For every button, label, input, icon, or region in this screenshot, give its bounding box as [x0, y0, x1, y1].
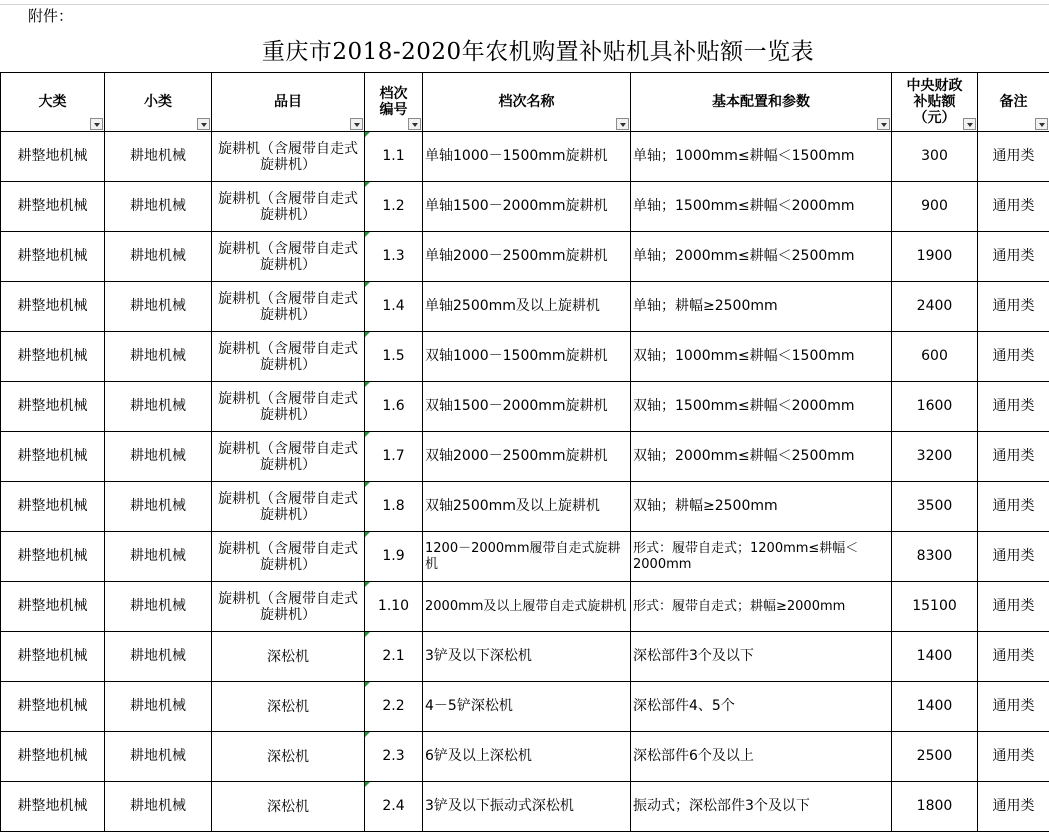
table-row — [1, 182, 1049, 232]
table-row — [1, 332, 1049, 382]
cell-item[interactable]: 深松机 — [212, 732, 365, 782]
cell-item[interactable]: 旋耕机（含履带自走式旋耕机） — [212, 382, 365, 432]
cell-item[interactable]: 旋耕机（含履带自走式旋耕机） — [212, 232, 365, 282]
cell-config[interactable]: 单轴；耕幅≥2500mm — [631, 282, 892, 332]
header-note-label: 备注 — [1000, 94, 1028, 110]
number-as-text-indicator — [365, 732, 370, 737]
cell-subcategory[interactable]: 耕地机械 — [105, 132, 212, 182]
table-row — [1, 132, 1049, 182]
cell-subsidy[interactable]: 15100 — [892, 582, 978, 632]
number-as-text-indicator — [365, 432, 370, 437]
header-subcategory-label: 小类 — [144, 94, 172, 110]
filter-dropdown-icon[interactable] — [1035, 118, 1048, 130]
number-as-text-indicator — [365, 482, 370, 487]
cell-config[interactable]: 单轴；1000mm≤耕幅＜1500mm — [631, 132, 892, 182]
cell-category[interactable]: 耕整地机械 — [1, 582, 105, 632]
grade-no-value: 1.2 — [382, 198, 404, 214]
table-row — [1, 432, 1049, 482]
sheet-top-border — [0, 0, 1049, 5]
cell-subcategory[interactable]: 耕地机械 — [105, 632, 212, 682]
number-as-text-indicator — [365, 382, 370, 387]
number-as-text-indicator — [365, 332, 370, 337]
cell-item[interactable]: 旋耕机（含履带自走式旋耕机） — [212, 482, 365, 532]
cell-grade-name[interactable]: 单轴1500－2000mm旋耕机 — [423, 182, 631, 232]
header-note — [978, 73, 1049, 132]
cell-subcategory[interactable]: 耕地机械 — [105, 232, 212, 282]
header-grade-no-line1: 档次 — [365, 86, 422, 102]
grade-no-value: 2.4 — [382, 798, 404, 814]
grade-no-value: 1.6 — [382, 398, 404, 414]
cell-subsidy[interactable]: 1900 — [892, 232, 978, 282]
cell-subcategory[interactable]: 耕地机械 — [105, 432, 212, 482]
cell-item[interactable]: 深松机 — [212, 782, 365, 832]
cell-subcategory[interactable]: 耕地机械 — [105, 482, 212, 532]
cell-subcategory[interactable]: 耕地机械 — [105, 732, 212, 782]
cell-category[interactable]: 耕整地机械 — [1, 782, 105, 832]
page-title: 重庆市2018-2020年农机购置补贴机具补贴额一览表 — [0, 33, 1049, 66]
cell-note[interactable]: 通用类 — [978, 432, 1049, 482]
table-row — [1, 232, 1049, 282]
header-subsidy-line2: 补贴额 — [892, 94, 977, 110]
cell-grade-name[interactable]: 6铲及以上深松机 — [423, 732, 631, 782]
cell-grade-no[interactable] — [365, 432, 423, 482]
cell-config[interactable]: 形式：履带自走式；1200mm≤耕幅＜2000mm — [631, 532, 892, 582]
cell-note[interactable]: 通用类 — [978, 532, 1049, 582]
cell-subsidy[interactable]: 2400 — [892, 282, 978, 332]
cell-note[interactable]: 通用类 — [978, 632, 1049, 682]
grade-no-value: 1.3 — [382, 248, 404, 264]
header-subcategory — [105, 73, 212, 132]
cell-item[interactable]: 旋耕机（含履带自走式旋耕机） — [212, 282, 365, 332]
cell-category[interactable]: 耕整地机械 — [1, 382, 105, 432]
grade-no-value: 1.1 — [382, 148, 404, 164]
cell-config[interactable]: 单轴；1500mm≤耕幅＜2000mm — [631, 182, 892, 232]
number-as-text-indicator — [365, 782, 370, 787]
filter-dropdown-icon[interactable] — [408, 118, 421, 130]
table-row — [1, 532, 1049, 582]
header-category — [1, 73, 105, 132]
cell-category[interactable]: 耕整地机械 — [1, 282, 105, 332]
cell-subsidy[interactable]: 1800 — [892, 782, 978, 832]
attachment-label: 附件： — [28, 5, 73, 26]
header-category-label: 大类 — [39, 94, 67, 110]
cell-config[interactable]: 双轴；1000mm≤耕幅＜1500mm — [631, 332, 892, 382]
cell-config[interactable]: 深松部件4、5个 — [631, 682, 892, 732]
cell-subsidy[interactable]: 1400 — [892, 682, 978, 732]
number-as-text-indicator — [365, 132, 370, 137]
cell-grade-no[interactable] — [365, 782, 423, 832]
cell-category[interactable]: 耕整地机械 — [1, 532, 105, 582]
header-grade-name — [423, 73, 631, 132]
cell-grade-name[interactable]: 2000mm及以上履带自走式旋耕机 — [423, 582, 631, 632]
header-item — [212, 73, 365, 132]
filter-dropdown-icon[interactable] — [350, 118, 363, 130]
cell-item[interactable]: 旋耕机（含履带自走式旋耕机） — [212, 182, 365, 232]
cell-category[interactable]: 耕整地机械 — [1, 182, 105, 232]
cell-item[interactable]: 旋耕机（含履带自走式旋耕机） — [212, 132, 365, 182]
grade-no-value: 1.8 — [382, 498, 404, 514]
cell-category[interactable]: 耕整地机械 — [1, 732, 105, 782]
filter-dropdown-icon[interactable] — [616, 118, 629, 130]
subsidy-table — [0, 72, 1049, 832]
cell-config[interactable]: 双轴；耕幅≥2500mm — [631, 482, 892, 532]
header-row — [1, 73, 1049, 132]
header-config-label: 基本配置和参数 — [712, 94, 810, 110]
cell-subsidy[interactable]: 3200 — [892, 432, 978, 482]
cell-grade-no[interactable] — [365, 132, 423, 182]
table-row — [1, 632, 1049, 682]
cell-grade-no[interactable] — [365, 332, 423, 382]
filter-dropdown-icon[interactable] — [877, 118, 890, 130]
cell-note[interactable]: 通用类 — [978, 682, 1049, 732]
cell-category[interactable]: 耕整地机械 — [1, 232, 105, 282]
cell-subsidy[interactable]: 1600 — [892, 382, 978, 432]
table-row — [1, 732, 1049, 782]
header-grade-no-line2: 编号 — [365, 102, 422, 118]
cell-grade-name[interactable]: 双轴2000－2500mm旋耕机 — [423, 432, 631, 482]
cell-category[interactable]: 耕整地机械 — [1, 432, 105, 482]
cell-note[interactable]: 通用类 — [978, 782, 1049, 832]
cell-grade-name[interactable]: 单轴2000－2500mm旋耕机 — [423, 232, 631, 282]
number-as-text-indicator — [365, 682, 370, 687]
cell-grade-no[interactable] — [365, 482, 423, 532]
cell-item[interactable]: 旋耕机（含履带自走式旋耕机） — [212, 332, 365, 382]
number-as-text-indicator — [365, 582, 370, 587]
cell-grade-name[interactable]: 双轴1000－1500mm旋耕机 — [423, 332, 631, 382]
cell-grade-no[interactable] — [365, 232, 423, 282]
cell-subsidy[interactable]: 600 — [892, 332, 978, 382]
header-grade-name-label: 档次名称 — [499, 94, 555, 110]
cell-item[interactable]: 深松机 — [212, 682, 365, 732]
cell-grade-name[interactable]: 3铲及以下振动式深松机 — [423, 782, 631, 832]
cell-grade-name[interactable]: 双轴1500－2000mm旋耕机 — [423, 382, 631, 432]
cell-subcategory[interactable]: 耕地机械 — [105, 582, 212, 632]
table-row — [1, 682, 1049, 732]
cell-note[interactable]: 通用类 — [978, 182, 1049, 232]
cell-config[interactable]: 单轴；2000mm≤耕幅＜2500mm — [631, 232, 892, 282]
grade-no-value: 1.5 — [382, 348, 404, 364]
cell-config[interactable]: 形式：履带自走式；耕幅≥2000mm — [631, 582, 892, 632]
cell-grade-no[interactable] — [365, 382, 423, 432]
cell-grade-name[interactable]: 单轴1000－1500mm旋耕机 — [423, 132, 631, 182]
table-row — [1, 482, 1049, 532]
filter-dropdown-icon[interactable] — [197, 118, 210, 130]
cell-subcategory[interactable]: 耕地机械 — [105, 382, 212, 432]
cell-config[interactable]: 双轴；2000mm≤耕幅＜2500mm — [631, 432, 892, 482]
cell-note[interactable]: 通用类 — [978, 282, 1049, 332]
header-subsidy-line3: （元） — [892, 110, 977, 126]
cell-note[interactable]: 通用类 — [978, 132, 1049, 182]
cell-config[interactable]: 深松部件6个及以上 — [631, 732, 892, 782]
cell-grade-name[interactable]: 单轴2500mm及以上旋耕机 — [423, 282, 631, 332]
table-row — [1, 282, 1049, 332]
cell-item[interactable]: 旋耕机（含履带自走式旋耕机） — [212, 582, 365, 632]
cell-subsidy[interactable]: 2500 — [892, 732, 978, 782]
cell-subsidy[interactable]: 900 — [892, 182, 978, 232]
cell-subsidy[interactable]: 8300 — [892, 532, 978, 582]
cell-category[interactable]: 耕整地机械 — [1, 132, 105, 182]
cell-note[interactable]: 通用类 — [978, 382, 1049, 432]
header-config — [631, 73, 892, 132]
cell-category[interactable]: 耕整地机械 — [1, 332, 105, 382]
cell-grade-name[interactable]: 3铲及以下深松机 — [423, 632, 631, 682]
grade-no-value: 1.7 — [382, 448, 404, 464]
cell-subcategory[interactable]: 耕地机械 — [105, 182, 212, 232]
filter-dropdown-icon[interactable] — [90, 118, 103, 130]
cell-note[interactable]: 通用类 — [978, 582, 1049, 632]
header-subsidy — [892, 73, 978, 132]
cell-grade-no[interactable] — [365, 732, 423, 782]
cell-item[interactable]: 旋耕机（含履带自走式旋耕机） — [212, 532, 365, 582]
filter-dropdown-icon[interactable] — [963, 118, 976, 130]
header-grade-no — [365, 73, 423, 132]
cell-note[interactable]: 通用类 — [978, 732, 1049, 782]
table-row — [1, 582, 1049, 632]
cell-subcategory[interactable]: 耕地机械 — [105, 682, 212, 732]
grade-no-value: 2.3 — [382, 748, 404, 764]
cell-grade-no[interactable] — [365, 682, 423, 732]
cell-item[interactable]: 旋耕机（含履带自走式旋耕机） — [212, 432, 365, 482]
cell-config[interactable]: 振动式；深松部件3个及以下 — [631, 782, 892, 832]
table-row — [1, 382, 1049, 432]
cell-category[interactable]: 耕整地机械 — [1, 682, 105, 732]
cell-subsidy[interactable]: 1400 — [892, 632, 978, 682]
cell-grade-no[interactable] — [365, 632, 423, 682]
cell-subcategory[interactable]: 耕地机械 — [105, 532, 212, 582]
cell-grade-name[interactable]: 双轴2500mm及以上旋耕机 — [423, 482, 631, 532]
cell-grade-no[interactable] — [365, 532, 423, 582]
cell-config[interactable]: 双轴；1500mm≤耕幅＜2000mm — [631, 382, 892, 432]
cell-note[interactable]: 通用类 — [978, 232, 1049, 282]
cell-category[interactable]: 耕整地机械 — [1, 482, 105, 532]
cell-subcategory[interactable]: 耕地机械 — [105, 332, 212, 382]
number-as-text-indicator — [365, 182, 370, 187]
number-as-text-indicator — [365, 282, 370, 287]
cell-config[interactable]: 深松部件3个及以下 — [631, 632, 892, 682]
cell-note[interactable]: 通用类 — [978, 332, 1049, 382]
number-as-text-indicator — [365, 632, 370, 637]
cell-subsidy[interactable]: 3500 — [892, 482, 978, 532]
grade-no-value: 1.4 — [382, 298, 404, 314]
cell-grade-name[interactable]: 1200－2000mm履带自走式旋耕机 — [423, 532, 631, 582]
cell-subsidy[interactable]: 300 — [892, 132, 978, 182]
cell-category[interactable]: 耕整地机械 — [1, 632, 105, 682]
cell-subcategory[interactable]: 耕地机械 — [105, 282, 212, 332]
cell-subcategory[interactable]: 耕地机械 — [105, 782, 212, 832]
number-as-text-indicator — [365, 532, 370, 537]
grade-no-value: 2.1 — [382, 648, 404, 664]
cell-grade-no[interactable] — [365, 582, 423, 632]
cell-grade-name[interactable]: 4－5铲深松机 — [423, 682, 631, 732]
cell-grade-no[interactable] — [365, 182, 423, 232]
table-row — [1, 782, 1049, 832]
cell-grade-no[interactable] — [365, 282, 423, 332]
grade-no-value: 2.2 — [382, 698, 404, 714]
cell-note[interactable]: 通用类 — [978, 482, 1049, 532]
number-as-text-indicator — [365, 232, 370, 237]
cell-item[interactable]: 深松机 — [212, 632, 365, 682]
header-subsidy-line1: 中央财政 — [892, 78, 977, 94]
grade-no-value: 1.9 — [382, 548, 404, 564]
header-item-label: 品目 — [274, 94, 302, 110]
grade-no-value: 1.10 — [378, 598, 409, 614]
